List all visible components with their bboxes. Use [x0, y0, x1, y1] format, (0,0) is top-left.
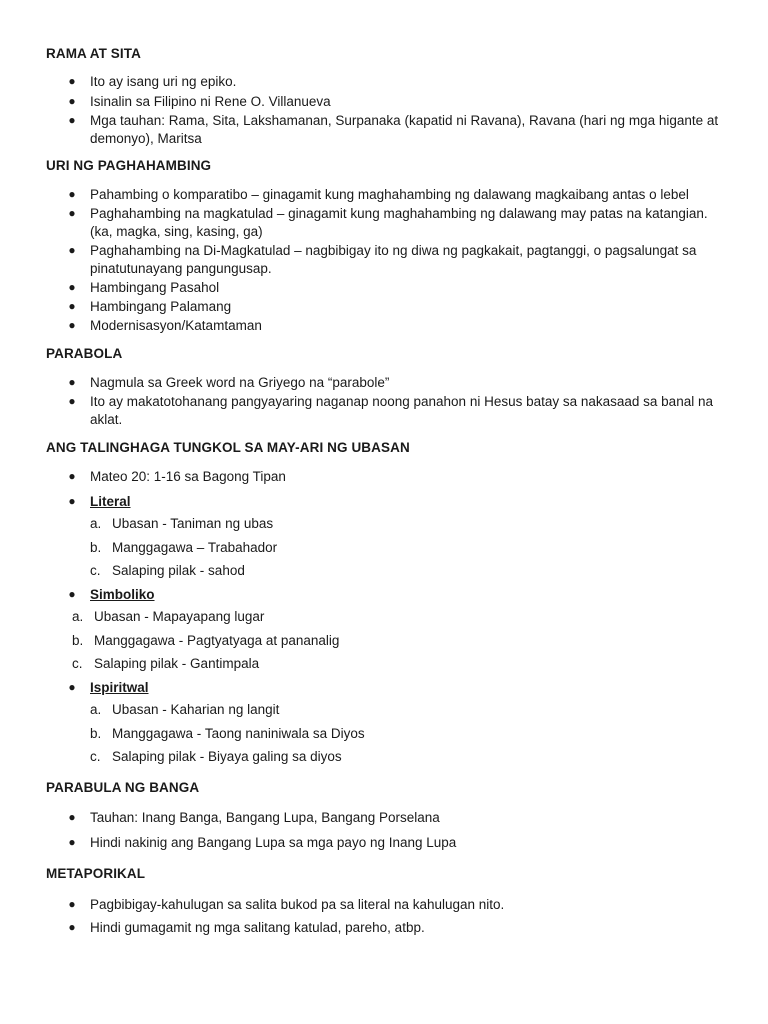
sub-letter: c.: [72, 656, 83, 671]
bullet: ●: [68, 243, 76, 257]
heading-uri-ng-paghahambing: URI NG PAGHAHAMBING: [46, 158, 212, 173]
bullet: ●: [68, 280, 76, 294]
subheading-literal: Literal: [90, 494, 131, 509]
bullet: ●: [68, 375, 76, 389]
sub-text: Ubasan - Taniman ng ubas: [112, 516, 274, 531]
list-item: Tauhan: Inang Banga, Bangang Lupa, Bangang Porselana: [90, 810, 440, 825]
sub-text: Manggagawa - Taong naniniwala sa Diyos: [112, 726, 365, 741]
sub-text: Salaping pilak - Gantimpala: [94, 656, 260, 671]
sub-text: Ubasan - Mapayapang lugar: [94, 609, 265, 624]
sub-item: [90, 540, 277, 555]
bullet: ●: [68, 299, 76, 313]
sub-letter: c.: [90, 749, 101, 764]
list-item: Mateo 20: 1-16 sa Bagong Tipan: [90, 469, 286, 484]
sub-letter: c.: [90, 563, 101, 578]
sub-letter: b.: [72, 633, 84, 648]
bullet: ●: [68, 187, 76, 201]
sub-letter: b.: [90, 540, 102, 555]
list-item: Pahambing o komparatibo – ginagamit kung maghahambing ng dalawang magkaibang antas o lebel: [90, 187, 689, 202]
sub-text: Manggagawa – Trabahador: [112, 540, 278, 555]
heading-parabola: PARABOLA: [46, 346, 123, 361]
bullet: ●: [68, 206, 76, 220]
heading-parabula-ng-banga: PARABULA NG BANGA: [46, 780, 200, 795]
bullet: ●: [68, 94, 76, 108]
sub-text: Ubasan - Kaharian ng langit: [112, 702, 280, 717]
sub-item: [90, 726, 365, 741]
list-item: Hambingang Pasahol: [90, 280, 220, 295]
bullet: ●: [68, 835, 76, 849]
sub-text: Salaping pilak - Biyaya galing sa diyos: [112, 749, 342, 764]
list-item: Pagbibigay-kahulugan sa salita bukod pa sa literal na kahulugan nito.: [90, 897, 505, 912]
list-item: Hindi nakinig ang Bangang Lupa sa mga payo ng Inang Lupa: [90, 835, 457, 850]
subheading-ispiritwal: Ispiritwal: [90, 680, 149, 695]
bullet: ●: [68, 74, 76, 88]
list-item: Modernisasyon/Katamtaman: [90, 318, 262, 333]
list-item: Paghahambing na Di-Magkatulad – nagbibigay ito ng diwa ng pagkakait, pagtanggi, o pagsalungat sa pinatutunayang pangungusap.: [90, 243, 697, 276]
subheading-simboliko: Simboliko: [90, 587, 155, 602]
bullet: ●: [68, 810, 76, 824]
sub-item: [90, 563, 245, 578]
heading-metaporikal: METAPORIKAL: [46, 866, 146, 881]
bullet: ●: [68, 920, 76, 934]
sub-text: Salaping pilak - sahod: [112, 563, 245, 578]
bullet: ●: [68, 394, 76, 408]
list-item: Isinalin sa Filipino ni Rene O. Villanueva: [90, 94, 331, 109]
sub-letter: a.: [90, 702, 102, 717]
list-item: Hambingang Palamang: [90, 299, 232, 314]
list-item: Mga tauhan: Rama, Sita, Lakshamanan, Surpanaka (kapatid ni Ravana), Ravana (hari ng mga higante at demonyo), Maritsa: [90, 113, 719, 146]
sub-item: [90, 702, 279, 717]
bullet: ●: [68, 587, 76, 601]
sub-item: [72, 656, 259, 671]
list-item: Nagmula sa Greek word na Griyego na “parabole”: [90, 375, 390, 390]
bullet: ●: [68, 494, 76, 508]
bullet: ●: [68, 897, 76, 911]
sub-text: Manggagawa - Pagtyatyaga at pananalig: [94, 633, 340, 648]
sub-item: [90, 749, 342, 764]
bullet: ●: [68, 469, 76, 483]
sub-item: [72, 609, 264, 624]
list-item: Hindi gumagamit ng mga salitang katulad, pareho, atbp.: [90, 920, 425, 935]
sub-item: [90, 516, 273, 531]
list-item: Ito ay makatotohanang pangyayaring naganap noong panahon ni Hesus batay sa nakasaad sa banal na aklat.: [90, 394, 713, 427]
heading-ang-talinghaga: ANG TALINGHAGA TUNGKOL SA MAY-ARI NG UBASAN: [46, 440, 410, 455]
bullet: ●: [68, 318, 76, 332]
list-item: Ito ay isang uri ng epiko.: [90, 74, 237, 89]
list-item: Paghahambing na magkatulad – ginagamit kung maghahambing ng dalawang may patas na katangian. (ka, magka, sing, kasing, ga): [90, 206, 708, 239]
bullet: ●: [68, 113, 76, 127]
heading-rama-at-sita: RAMA AT SITA: [46, 46, 141, 61]
bullet: ●: [68, 680, 76, 694]
sub-letter: b.: [90, 726, 102, 741]
sub-item: [72, 633, 339, 648]
sub-letter: a.: [72, 609, 84, 624]
sub-letter: a.: [90, 516, 102, 531]
